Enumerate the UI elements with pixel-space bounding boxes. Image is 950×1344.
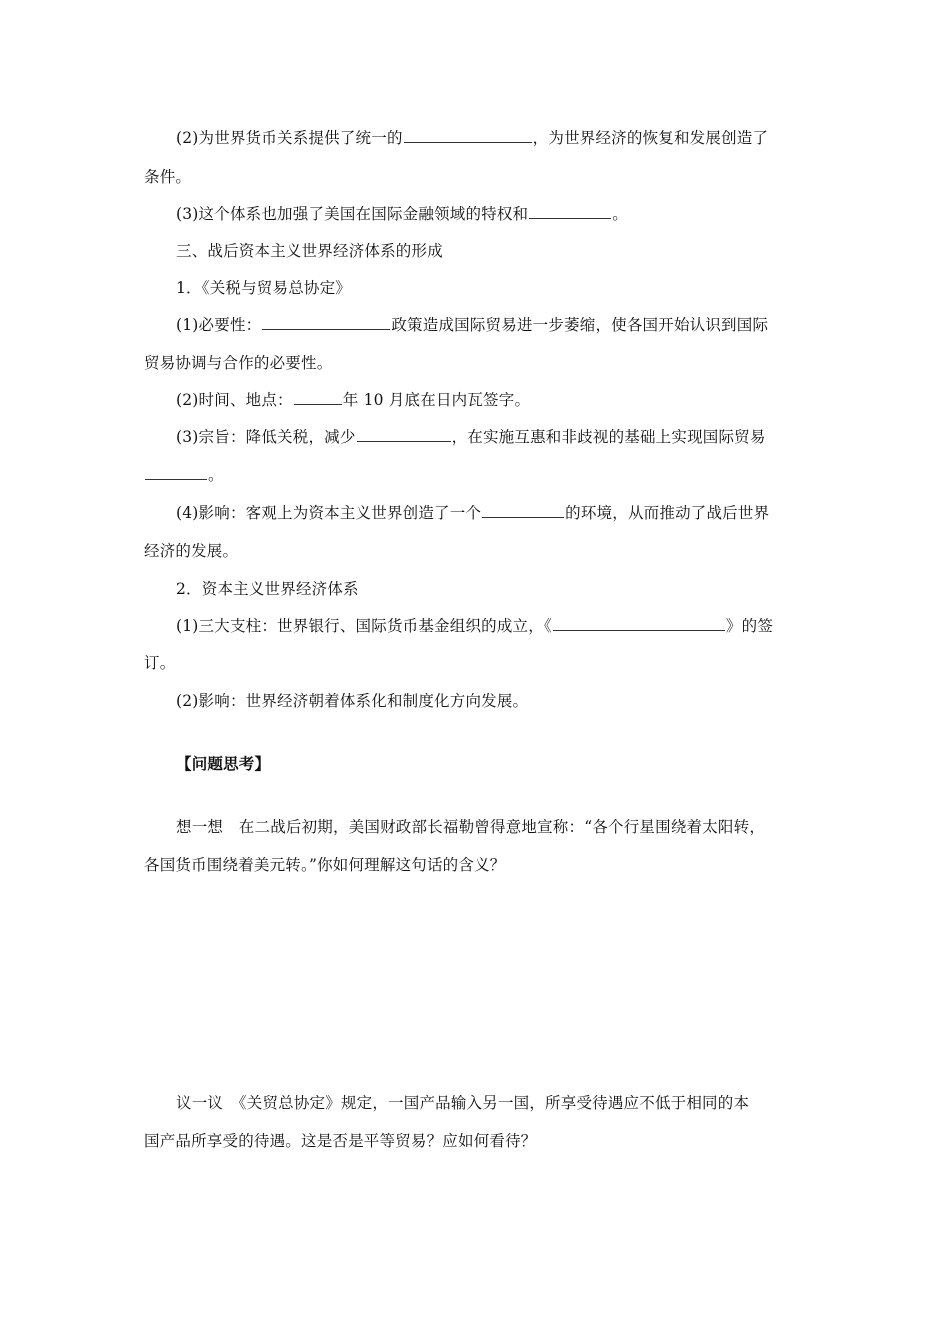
paragraph-impact — [176, 502, 769, 524]
paragraph-continuation — [144, 166, 191, 188]
fill-in-blank[interactable] — [294, 389, 342, 405]
fill-in-blank[interactable] — [262, 314, 390, 330]
paragraph-time-place — [176, 389, 530, 411]
text-segment: 条件。 — [144, 168, 192, 186]
text-segment: (1)必要性： — [176, 316, 262, 334]
paragraph-purpose — [176, 426, 766, 448]
item-heading-2 — [176, 578, 359, 600]
text-segment: (2)时间、地点： — [176, 391, 293, 409]
text-segment: 各国货币围绕着美元转。”你如何理解这句话的含义？ — [144, 856, 506, 874]
fill-in-blank[interactable] — [482, 502, 564, 518]
text-segment: (2)影响：世界经济朝着体系化和制度化方向发展。 — [176, 692, 529, 710]
paragraph-continuation — [144, 1130, 537, 1152]
text-segment: 。 — [208, 466, 224, 484]
paragraph-three-pillars — [176, 615, 773, 637]
text-segment: (1)三大支柱：世界银行、国际货币基金组织的成立，《 — [176, 617, 552, 635]
paragraph-continuation — [144, 352, 332, 374]
fill-in-blank[interactable] — [357, 426, 451, 442]
text-segment: (3)宗旨：降低关税，减少 — [176, 428, 356, 446]
text-segment: (4)影响：客观上为资本主义世界创造了一个 — [176, 504, 482, 522]
text-segment: 国产品所享受的待遇。这是否是平等贸易？应如何看待？ — [144, 1132, 537, 1150]
fill-in-blank[interactable] — [404, 127, 532, 143]
text-segment: 。 — [612, 205, 628, 223]
paragraph-us-privilege — [176, 203, 628, 225]
fill-in-blank[interactable] — [145, 464, 207, 480]
section-title: 三、战后资本主义世界经济体系的形成 — [176, 242, 443, 260]
section-heading-3 — [176, 240, 443, 262]
text-segment: 的环境，从而推动了战后世界 — [565, 504, 770, 522]
paragraph-continuation — [144, 540, 238, 562]
text-segment: 想一想 在二战后初期，美国财政部长福勒曾得意地宣称：“各个行星围绕着太阳转， — [176, 818, 766, 836]
fill-in-blank[interactable] — [529, 203, 611, 219]
text-segment: 贸易协调与合作的必要性。 — [144, 354, 333, 372]
paragraph-continuation — [144, 464, 224, 486]
paragraph-influence — [176, 690, 528, 712]
item-heading-1 — [176, 277, 351, 299]
text-segment: 经济的发展。 — [144, 542, 239, 560]
paragraph-discuss — [176, 1092, 749, 1114]
paragraph-think — [176, 816, 765, 838]
paragraph-necessity — [176, 314, 768, 336]
item-title: 2．资本主义世界经济体系 — [176, 580, 359, 598]
text-segment: ，为世界经济的恢复和发展创造了 — [532, 129, 769, 147]
paragraph-unified-standard — [176, 127, 768, 149]
text-segment: 议一议 《关贸总协定》规定，一国产品输入另一国，所享受待遇应不低于相同的本 — [176, 1094, 750, 1112]
text-segment: 政策造成国际贸易进一步萎缩，使各国开始认识到国际 — [391, 316, 769, 334]
paragraph-continuation — [144, 854, 505, 876]
paragraph-continuation — [144, 652, 175, 674]
text-segment: (3)这个体系也加强了美国在国际金融领域的特权和 — [176, 205, 529, 223]
section-heading-questions — [176, 753, 270, 775]
section-title: 【问题思考】 — [176, 754, 271, 773]
text-segment: (2)为世界货币关系提供了统一的 — [176, 129, 403, 147]
fill-in-blank[interactable] — [553, 615, 725, 631]
text-segment: 》的签 — [725, 617, 774, 635]
text-segment: 年 10 月底在日内瓦签字。 — [342, 391, 531, 409]
item-title: 1．《关税与贸易总协定》 — [176, 279, 352, 297]
text-segment: ，在实施互惠和非歧视的基础上实现国际贸易 — [451, 428, 766, 446]
text-segment: 订。 — [144, 654, 176, 672]
